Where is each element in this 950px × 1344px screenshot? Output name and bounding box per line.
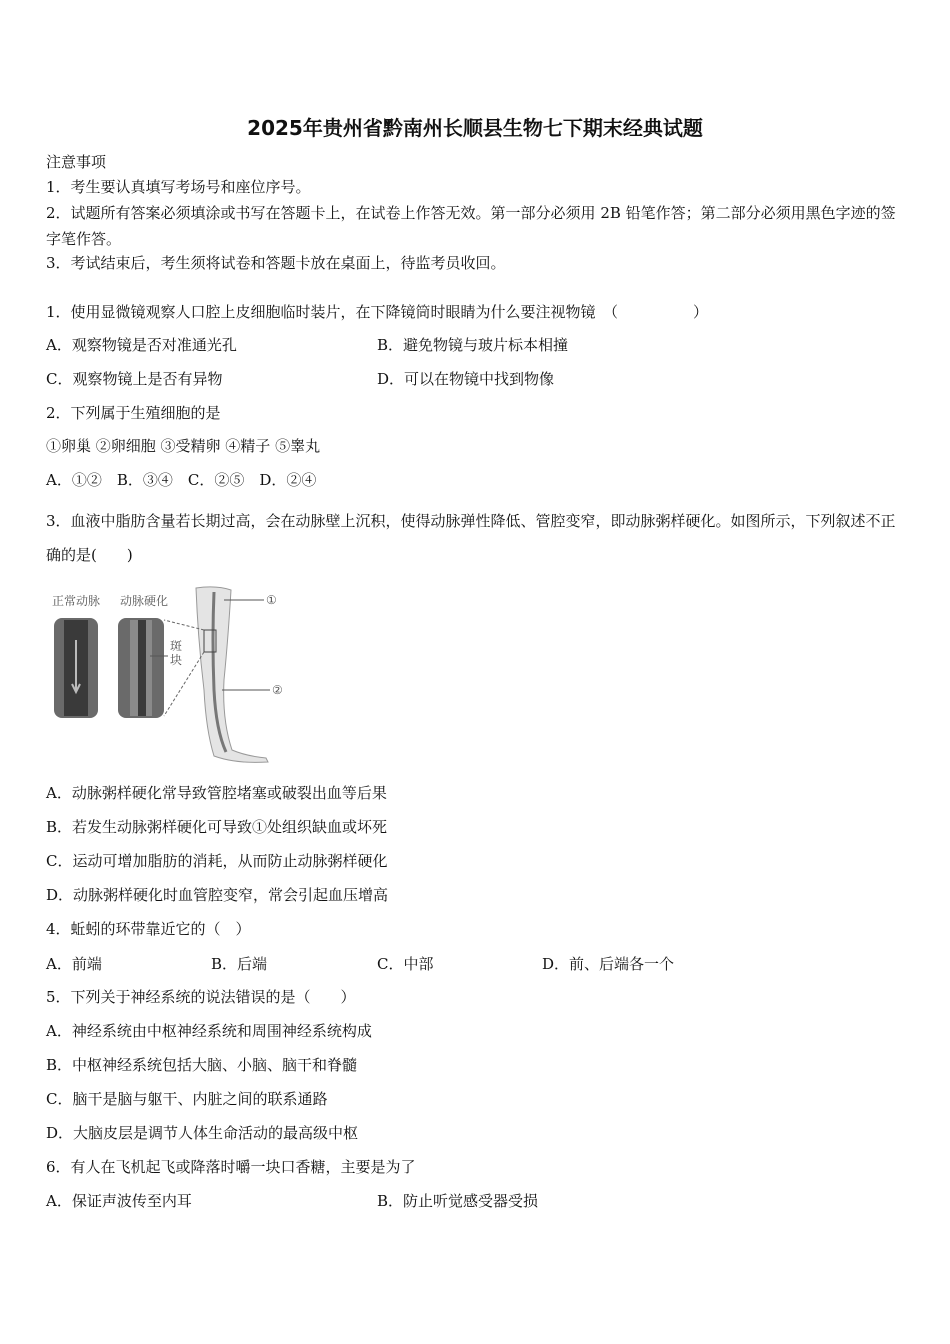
q3-option-c: C．运动可增加脂肪的消耗，从而防止动脉粥样硬化 [46,852,388,870]
question-2-options: A．①② B．③④ C．②⑤ D．②④ [46,471,317,489]
notice-heading: 注意事项 [46,153,107,171]
hardened-artery-lumen [138,620,146,716]
q4-option-d: D．前、后端各一个 [542,955,675,973]
q4-option-b: B．后端 [211,955,268,973]
q6-option-b: B．防止听觉感受器受损 [377,1192,539,1210]
question-2-stem: 2．下列属于生殖细胞的是 [46,404,221,422]
q3-option-b: B．若发生动脉粥样硬化可导致①处组织缺血或坏死 [46,818,388,836]
q5-option-d: D．大脑皮层是调节人体生命活动的最高级中枢 [46,1124,359,1142]
marker-2: ② [272,683,283,697]
question-2-items: ①卵巢 ②卵细胞 ③受精卵 ④精子 ⑤睾丸 [46,437,321,455]
q3-option-a: A．动脉粥样硬化常导致管腔堵塞或破裂出血等后果 [46,784,387,802]
notice-item-3: 3．考试结束后，考生须将试卷和答题卡放在桌面上，待监考员收回。 [46,254,506,272]
marker-1: ① [266,593,277,607]
label-plaque-1: 斑 [170,639,183,653]
artery-figure [46,580,296,765]
notice-item-2: 2．试题所有答案必须填涂或书写在答题卡上，在试卷上作答无效。第一部分必须用 2B 铅笔作答；第二部分必须用黑色字迹的签字笔作答。 [46,204,896,248]
question-1-stem: 1．使用显微镜观察人口腔上皮细胞临时装片，在下降镜筒时眼睛为什么要注视物镜 （ ） [46,303,709,321]
question-6-stem: 6．有人在飞机起飞或降落时嚼一块口香糖，主要是为了 [46,1158,416,1176]
q1-option-c: C．观察物镜上是否有异物 [46,370,223,388]
question-4-stem: 4．蚯蚓的环带靠近它的（ ） [46,920,251,938]
label-hardened-artery: 动脉硬化 [120,594,169,608]
q3-option-d: D．动脉粥样硬化时血管腔变窄，常会引起血压增高 [46,886,389,904]
q4-option-a: A．前端 [46,955,102,973]
label-normal-artery: 正常动脉 [52,594,101,608]
q5-option-b: B．中枢神经系统包括大脑、小脑、脑干和脊髓 [46,1056,358,1074]
label-plaque-2: 块 [170,653,183,667]
q4-option-c: C．中部 [377,955,434,973]
leg-outline [196,587,268,763]
q1-option-d: D．可以在物镜中找到物像 [377,370,555,388]
page-title: 2025年贵州省黔南州长顺县生物七下期末经典试题 [247,116,703,140]
question-3-stem: 3．血液中脂肪含量若长期过高，会在动脉壁上沉积，使得动脉弹性降低、管腔变窄，即动脉粥样硬化。如图所示，下列叙述不正确的是( ) [46,512,896,564]
q6-option-a: A．保证声波传至内耳 [46,1192,192,1210]
notice-item-1: 1．考生要认真填写考场号和座位序号。 [46,178,311,196]
question-5-stem: 5．下列关于神经系统的说法错误的是（ ） [46,988,356,1006]
q5-option-a: A．神经系统由中枢神经系统和周围神经系统构成 [46,1022,372,1040]
q1-option-a: A．观察物镜是否对准通光孔 [46,336,237,354]
artery-diagram [46,580,296,765]
q1-option-b: B．避免物镜与玻片标本相撞 [377,336,569,354]
q5-option-c: C．脑干是脑与躯干、内脏之间的联系通路 [46,1090,328,1108]
